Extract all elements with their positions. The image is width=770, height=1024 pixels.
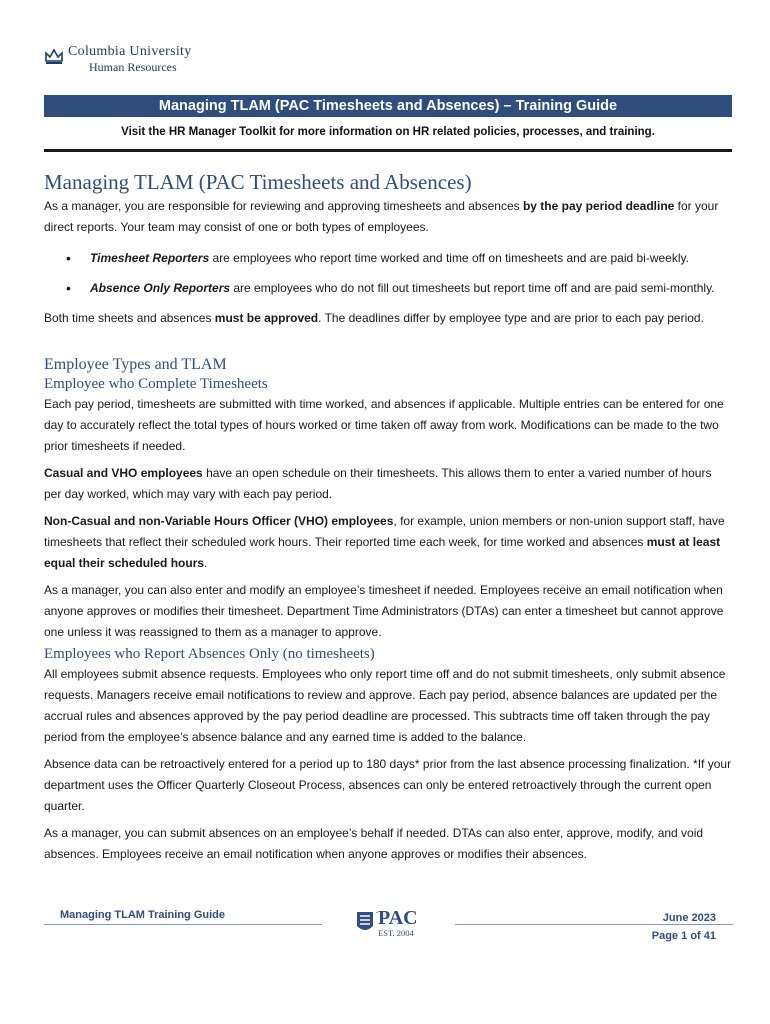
absence-requests-paragraph: All employees submit absence requests. Employees who only report time off and do not submit timesheets, only submit absence requests. Managers receive email notifications to review and approve. Each pay period, absence balances are updated per the accrual rules and absences approved by the pay period deadline are processed. This subtracts time off taken through the pay period from the employee’s absence balance and any earned time is added to the balance. — [44, 667, 726, 744]
title-banner: Managing TLAM (PAC Timesheets and Absences) – Training Guide — [44, 95, 732, 117]
casual-vho-paragraph: Casual and VHO employees have an open schedule on their timesheets. This allows them to enter a varied number of hours per day worked, which may vary with each pay period. — [44, 466, 712, 501]
timesheet-employees-heading: Employee who Complete Timesheets — [44, 376, 268, 392]
employee-type-list — [66, 248, 732, 299]
pac-logo-est: EST. 2004 — [378, 928, 414, 938]
timesheet-paragraph: Each pay period, timesheets are submitted with time worked, and absences if applicable. Multiple entries can be entered for one day to accurately reflect the total types of hours worked or time taken off away from work. Modifications can be made to the two prior timesheets if needed. — [44, 397, 724, 453]
subsection-heading: Employee Types and TLAM — [44, 356, 227, 373]
crown-icon — [44, 47, 64, 65]
footer-divider-left — [44, 924, 322, 925]
absence-only-heading: Employees who Report Absences Only (no timesheets) — [44, 646, 375, 662]
list-item: • Absence Only Reporters are employees who do not fill out timesheets but report time off and are paid semi-monthly. — [66, 278, 732, 299]
footer-guide-name: Managing TLAM Training Guide — [60, 909, 225, 921]
non-casual-paragraph: Non-Casual and non-Variable Hours Officer (VHO) employees, for example, union members or non-union support staff, have timesheets that reflect their scheduled work hours. Their reported time each week, for time worked and absences must at least equal their scheduled hours. — [44, 514, 725, 570]
approval-paragraph: Both time sheets and absences must be approved. The deadlines differ by employee type and are prior to each pay period. — [44, 311, 704, 325]
university-name: Columbia University — [68, 44, 192, 59]
retroactive-paragraph: Absence data can be retroactively entered for a period up to 180 days* prior from the last absence processing finalization. *If your department uses the Officer Quarterly Closeout Process, absences can only be entered retroactively through the current open quarter. — [44, 757, 732, 813]
manager-absence-paragraph: As a manager, you can submit absences on an employee’s behalf if needed. DTAs can also enter, approve, modify, and void absences. Employees receive an email notification when anyone approves or modifies their absences. — [44, 826, 704, 861]
section-heading: Managing TLAM (PAC Timesheets and Absences) — [44, 170, 472, 194]
footer-meta — [652, 909, 716, 945]
columbia-logo — [44, 44, 192, 78]
department-name: Human Resources — [89, 60, 177, 74]
toolkit-note: Visit the HR Manager Toolkit for more information on HR related policies, processes, and training. — [121, 126, 655, 138]
manager-timesheet-paragraph: As a manager, you can also enter and modify an employee’s timesheet if needed. Employees receive an email notification when anyone approves or modifies their timesheet. Department Time Administrators (DTAs) can enter a timesheet but cannot approve one unless it was reassigned to them as a manager to approve. — [44, 583, 724, 639]
list-item: • Timesheet Reporters are employees who report time worked and time off on timesheets and are paid bi-weekly. — [66, 248, 732, 269]
intro-paragraph: As a manager, you are responsible for reviewing and approving timesheets and absences by the pay period deadline for your direct reports. Your team may consist of one or both types of employees. — [44, 199, 719, 234]
footer-date: June 2023 — [662, 912, 716, 924]
main-content — [44, 169, 732, 865]
header-divider — [44, 149, 732, 152]
page-number: Page 1 of 41 — [651, 930, 716, 942]
pac-logo-text: PAC — [378, 907, 418, 929]
